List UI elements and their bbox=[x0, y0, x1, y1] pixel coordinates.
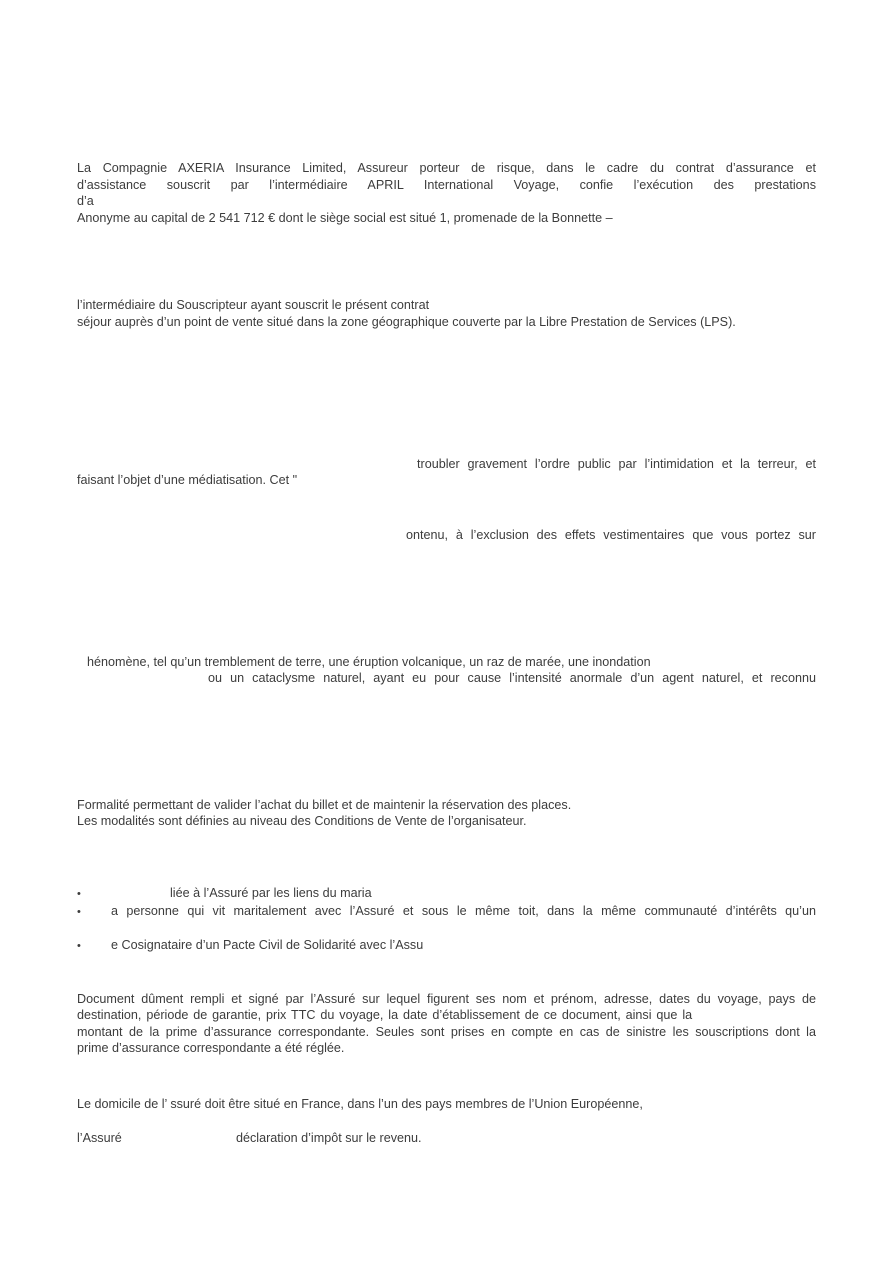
bullet-item-pacs: e Cosignataire d’un Pacte Civil de Solidarité avec l’Assu bbox=[111, 938, 424, 952]
axeria-paragraph-line-2: d’assistance souscrit par l’intermédiaire APRIL International Voyage, confie l’exécution des prestations bbox=[77, 178, 816, 192]
axeria-paragraph-line-1: La Compagnie AXERIA Insurance Limited, Assureur porteur de risque, dans le cadre du contrat d’assurance et bbox=[77, 161, 816, 175]
registration-document-line-3: montant de la prime d’assurance correspondante. Seules sont prises en compte en cas de sinistre les souscriptions dont la bbox=[77, 1025, 816, 1039]
domicile-line-2-start: l’Assuré bbox=[77, 1131, 122, 1145]
registration-document-line-2: destination, période de garantie, prix TTC du voyage, la date d’établissement de ce document, ainsi que la bbox=[77, 1008, 693, 1022]
axeria-paragraph-line-4: Anonyme au capital de 2 541 712 € dont le siège social est situé 1, promenade de la Bonnette – bbox=[77, 211, 613, 225]
domicile-line-1: Le domicile de l’ ssuré doit être situé en France, dans l’un des pays membres de l’Union Européenne, bbox=[77, 1097, 643, 1111]
axeria-paragraph-line-3: d’a bbox=[77, 194, 94, 208]
bullet-marker: • bbox=[77, 906, 81, 918]
bullet-marker: • bbox=[77, 888, 81, 900]
registration-document-line-1: Document dûment rempli et signé par l’Assuré sur lequel figurent ses nom et prénom, adresse, dates du voyage, pays de bbox=[77, 992, 816, 1006]
intermediary-paragraph-line-2: séjour auprès d’un point de vente situé dans la zone géographique couverte par la Libre Prestation de Services (LPS). bbox=[77, 315, 736, 329]
baggage-definition-line-1: ontenu, à l’exclusion des effets vestimentaires que vous portez sur bbox=[406, 528, 816, 542]
natural-disaster-line-1: hénomène, tel qu’un tremblement de terre, une éruption volcanique, un raz de marée, une inondation bbox=[87, 655, 651, 669]
bullet-marker: • bbox=[77, 940, 81, 952]
natural-disaster-line-2: ou un cataclysme naturel, ayant eu pour cause l’intensité anormale d’un agent naturel, et reconnu bbox=[208, 671, 816, 685]
confirmation-line-2: Les modalités sont définies au niveau des Conditions de Vente de l’organisateur. bbox=[77, 814, 527, 828]
bullet-item-spouse: liée à l’Assuré par les liens du maria bbox=[170, 886, 372, 900]
registration-document-line-4: prime d’assurance correspondante a été réglée. bbox=[77, 1041, 345, 1055]
bullet-item-partner: a personne qui vit maritalement avec l’Assuré et sous le même toit, dans la même communauté d’intérêts qu’un bbox=[111, 904, 816, 918]
intermediary-paragraph-line-1: l’intermédiaire du Souscripteur ayant souscrit le présent contrat bbox=[77, 298, 430, 312]
terrorism-definition-line-1: troubler gravement l’ordre public par l’intimidation et la terreur, et bbox=[417, 457, 816, 471]
domicile-line-2-end: déclaration d’impôt sur le revenu. bbox=[236, 1131, 422, 1145]
terrorism-definition-line-2: faisant l’objet d’une médiatisation. Cet " bbox=[77, 473, 298, 487]
confirmation-line-1: Formalité permettant de valider l’achat du billet et de maintenir la réservation des places. bbox=[77, 798, 572, 812]
